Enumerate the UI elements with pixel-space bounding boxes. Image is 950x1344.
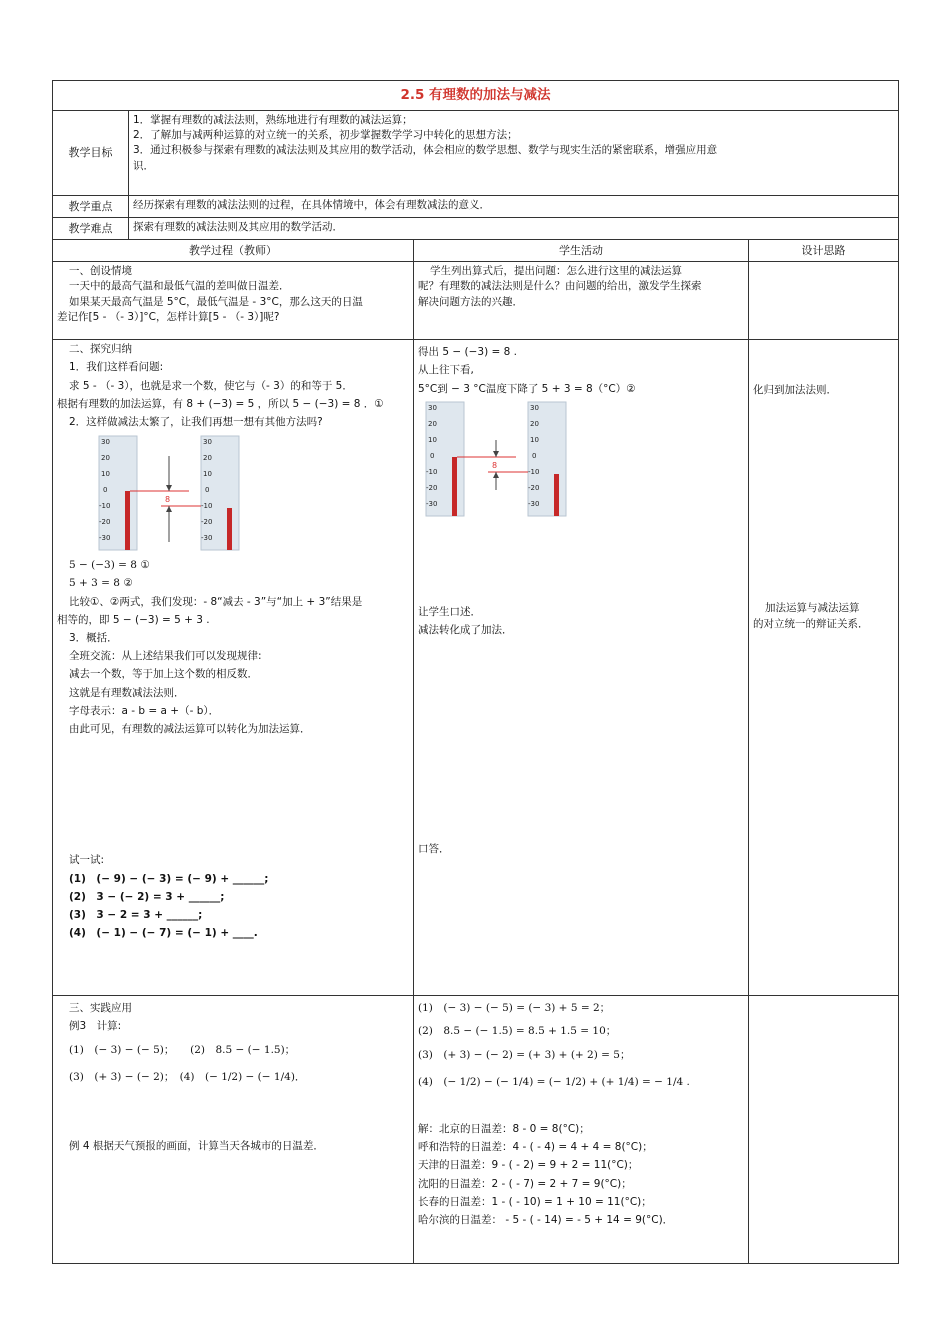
design-note-2-cont: 的对立统一的辩证关系． <box>753 617 869 630</box>
try-item-1: (1) (− 9) − (− 3) = (− 9) + ______; <box>69 872 269 885</box>
try-item-4: (4) (− 1) − (− 7) = (− 1) + ____. <box>69 927 258 940</box>
city-diff: 解：北京的日温差：8 - 0 = 8(°C)； <box>418 1122 590 1135</box>
sec2-line: 求 5 - （- 3），也就是求一个数，使它与（- 3）的和等于 5． <box>69 379 353 392</box>
tick-label: -30 <box>426 499 438 508</box>
student-line: 让学生口述． <box>418 605 481 618</box>
sec2-design <box>749 340 899 996</box>
sec2-line: 全班交流：从上述结果我们可以发现规律: <box>69 650 262 663</box>
design-note-2: 加法运算与减法运算 <box>765 602 860 615</box>
try-item-2: (2) 3 − (− 2) = 3 + ______; <box>69 890 225 903</box>
thermometer-diagram-student <box>424 400 574 520</box>
tick-label: -20 <box>99 518 111 527</box>
sec1-line: 一天中的最高气温和最低气温的差叫做日温差． <box>69 280 290 293</box>
city-diff: 天津的日温差：9 - ( - 2) = 9 + 2 = 11(°C)； <box>418 1159 639 1172</box>
sec1-line: 如果某天最高气温是 5°C，最低气温是 - 3°C，那么这天的日温 <box>69 295 363 308</box>
example3-title: 例3 计算: <box>69 1020 122 1033</box>
mercury-left <box>452 457 457 516</box>
tick-label: -10 <box>426 467 438 476</box>
spacer <box>753 342 894 380</box>
tick-label: 0 <box>103 486 108 495</box>
answer-2: (2) 8.5 − (− 1.5) = 8.5 + 1.5 = 10； <box>418 1025 617 1038</box>
tick-label: 30 <box>530 403 539 412</box>
tick-label: -10 <box>201 502 213 511</box>
tick-label: -30 <box>528 499 540 508</box>
objective-3-cont: 识． <box>133 159 154 172</box>
sec2-line: 根据有理数的加法运算，有 8 + (−3) = 5 ，所以 5 − (−3) = 8 ．① <box>57 397 384 410</box>
sec3-student <box>414 996 749 1264</box>
tick-label: -10 <box>99 502 111 511</box>
spacer <box>753 401 894 601</box>
header-student: 学生活动 <box>414 240 749 262</box>
sec2-line: 由此可见，有理数的减法运算可以转化为加法运算． <box>69 723 311 736</box>
header-design: 设计思路 <box>749 240 899 262</box>
sec1-student-line: 呢？有理数的减法法则是什么？由问题的给出，激发学生探索 <box>418 280 702 293</box>
header-teacher: 教学过程（教师） <box>53 240 414 262</box>
sec2-line: 这就是有理数减法法则． <box>69 686 185 699</box>
example4: 例 4 根据天气预报的画面，计算当天各城市的日温差． <box>69 1139 324 1152</box>
tick-label: 10 <box>101 470 110 479</box>
sec3-teacher <box>53 996 414 1264</box>
difficulty-text: 探索有理数的减法法则及其应用的数学活动． <box>129 217 899 239</box>
key-point-text: 经历探索有理数的减法法则的过程，在具体情境中，体会有理数减法的意义． <box>129 195 899 217</box>
objectives-label: 教学目标 <box>53 110 129 195</box>
city-diff: 长春的日温差：1 - ( - 10) = 1 + 10 = 11(°C)； <box>418 1195 652 1208</box>
arrow-up-icon <box>493 472 499 478</box>
city-diff: 沈阳的日温差：2 - ( - 7) = 2 + 7 = 9(°C)； <box>418 1177 632 1190</box>
sec1-student-line: 学生列出算式后，提出问题：怎么进行这里的减法运算 <box>430 265 682 278</box>
tick-label: 20 <box>530 419 539 428</box>
tick-label: -20 <box>426 483 438 492</box>
objective-2: 2．了解加与减两种运算的对立统一的关系，初步掌握数学学习中转化的思想方法； <box>133 129 518 142</box>
difficulty-label: 教学难点 <box>53 217 129 239</box>
key-point-label: 教学重点 <box>53 195 129 217</box>
tick-label: 20 <box>203 454 212 463</box>
spacer <box>418 524 744 602</box>
sec1-teacher <box>53 262 414 340</box>
tick-label: 30 <box>428 403 437 412</box>
objectives-content <box>129 110 899 195</box>
equation-1: 5 − (−3) = 8 ① <box>69 559 150 572</box>
sec1-line: 差记作[5 - （- 3）]°C，怎样计算[5 - （- 3）]呢? <box>57 310 280 323</box>
city-diff: 哈尔滨的日温差： - 5 - ( - 14) = - 5 + 14 = 9(°C)． <box>418 1214 674 1227</box>
tick-label: 10 <box>530 435 539 444</box>
sec2-line: 比较①、②两式，我们发现：- 8“减去 - 3”与“加上 + 3”结果是 <box>69 595 363 608</box>
sec2-heading: 二、探究归纳 <box>69 343 132 356</box>
lesson-plan-table <box>52 80 899 1264</box>
tick-label: 20 <box>101 454 110 463</box>
design-note-1: 化归到加法法则． <box>753 384 837 397</box>
sec2-line: 2．这样做减法太繁了，让我们再想一想有其他方法吗? <box>69 415 323 428</box>
tick-label: 0 <box>532 451 537 460</box>
arrow-down-icon <box>493 451 499 457</box>
tick-label: -30 <box>99 534 111 543</box>
thermometer-diagram-teacher <box>97 434 247 554</box>
sec3-design <box>749 996 899 1264</box>
sec2-line: 减去一个数，等于加上这个数的相反数． <box>69 668 258 681</box>
arrow-up-icon <box>166 506 172 512</box>
sec1-design <box>749 262 899 340</box>
sec2-line: 相等的，即 5 − (−3) = 5 + 3 . <box>57 613 210 626</box>
student-answer: 口答． <box>418 843 450 856</box>
answer-4: (4) (− 1/2) − (− 1/4) = (− 1/2) + (+ 1/4) = − 1/4 . <box>418 1075 690 1088</box>
letter-rule: 字母表示：a - b = a +（- b）． <box>69 704 220 717</box>
tick-label: -30 <box>201 534 213 543</box>
tick-label: 30 <box>203 438 212 447</box>
page-title: 2.5 有理数的加法与减法 <box>53 81 899 111</box>
example3-line: (3) (+ 3) − (− 2)； (4) (− 1/2) − (− 1/4)． <box>69 1070 306 1083</box>
spacer <box>57 740 409 850</box>
city-diff: 呼和浩特的日温差：4 - ( - 4) = 4 + 4 = 8(°C)； <box>418 1141 653 1154</box>
tick-label: 30 <box>101 438 110 447</box>
try-title: 试一试: <box>69 854 105 867</box>
try-item-3: (3) 3 − 2 = 3 + ______; <box>69 909 203 921</box>
tick-label: -10 <box>528 467 540 476</box>
student-result: 得出 5 − (−3) = 8 . <box>418 346 517 359</box>
answer-3: (3) (+ 3) − (− 2) = (+ 3) + (+ 2) = 5； <box>418 1048 631 1061</box>
sec2-line: 1．我们这样看问题: <box>69 361 164 374</box>
mercury-right <box>227 508 232 550</box>
tick-label: -20 <box>201 518 213 527</box>
spacer <box>418 641 744 839</box>
tick-label: 10 <box>428 435 437 444</box>
lesson-plan <box>52 80 898 1264</box>
example3-line: (1) (− 3) − (− 5)； (2) 8.5 − (− 1.5)； <box>69 1043 296 1056</box>
sec2-line: 3．概括． <box>69 632 118 645</box>
gap-label: 8 <box>492 460 498 470</box>
tick-label: 0 <box>430 451 435 460</box>
sec2-student <box>414 340 749 996</box>
student-line: 从上往下看, <box>418 364 474 377</box>
objective-3: 3．通过积极参与探索有理数的减法法则及其应用的数学活动，体会相应的数学思想、数学与现实生活的紧密联系，增强应用意 <box>133 144 718 157</box>
mercury-right <box>554 474 559 516</box>
sec1-student <box>414 262 749 340</box>
arrow-down-icon <box>166 485 172 491</box>
sec1-heading: 一、创设情境 <box>69 265 132 278</box>
tick-label: 20 <box>428 419 437 428</box>
sec3-heading: 三、实践应用 <box>69 1002 132 1015</box>
tick-label: -20 <box>528 483 540 492</box>
spacer <box>418 1093 744 1119</box>
tick-label: 0 <box>205 486 210 495</box>
student-line: 减法转化成了加法． <box>418 623 513 636</box>
answer-1: (1) (− 3) − (− 5) = (− 3) + 5 = 2； <box>418 1002 611 1015</box>
tick-label: 10 <box>203 470 212 479</box>
gap-label: 8 <box>165 495 171 505</box>
student-line: 5°C到 − 3 °C温度下降了 5 + 3 = 8（°C）② <box>418 382 636 395</box>
spacer <box>57 1088 409 1136</box>
sec1-student-line: 解决问题方法的兴趣． <box>418 295 523 308</box>
mercury-left <box>125 491 130 550</box>
objective-1: 1．掌握有理数的减法法则，熟练地进行有理数的减法运算； <box>133 113 413 126</box>
equation-2: 5 + 3 = 8 ② <box>69 577 133 590</box>
sec2-teacher <box>53 340 414 996</box>
